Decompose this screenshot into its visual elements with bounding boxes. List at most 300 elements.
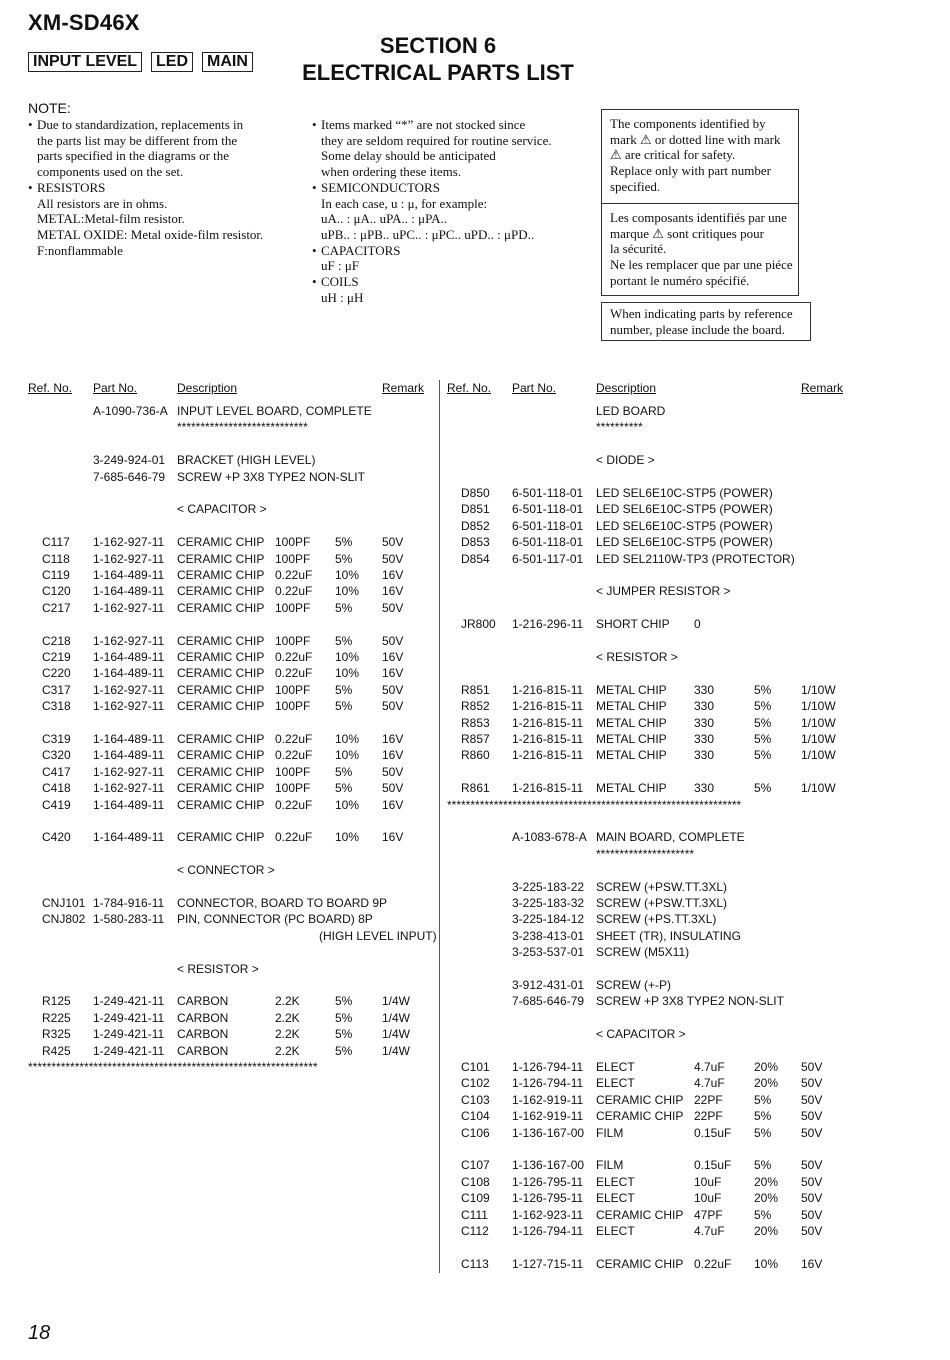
- description: CERAMIC CHIP: [177, 633, 265, 648]
- tolerance: 5%: [754, 1092, 772, 1107]
- value: 100PF: [275, 633, 311, 648]
- part-no: 1-162-927-11: [93, 600, 165, 615]
- value: (HIGH LEVEL INPUT): [319, 928, 437, 943]
- value: 2.2K: [275, 1027, 300, 1042]
- ref-no: C419: [42, 797, 71, 812]
- reference-note: [601, 302, 811, 341]
- value: 4.7uF: [694, 1224, 725, 1238]
- part-no: 1-126-794-11: [512, 1224, 584, 1238]
- note-line: uF : μF: [321, 258, 360, 274]
- tolerance: 5%: [754, 682, 772, 697]
- ref-no: D853: [461, 535, 490, 550]
- note-line: • COILS: [312, 274, 552, 290]
- value: 22PF: [694, 1092, 723, 1107]
- value: 0.22uF: [275, 584, 313, 599]
- header-part-no: Part No.: [512, 381, 557, 395]
- description: CERAMIC CHIP: [177, 666, 265, 681]
- tolerance: 5%: [754, 699, 772, 714]
- header-description: Description: [596, 381, 657, 395]
- tolerance: 5%: [335, 600, 353, 615]
- description: CARBON: [177, 994, 229, 1009]
- part-no: 1-162-927-11: [93, 682, 165, 697]
- ref-no: D854: [461, 551, 490, 566]
- part-no: 1-249-421-11: [93, 994, 165, 1009]
- ref-no: R857: [461, 732, 490, 746]
- value: 4.7uF: [694, 1076, 725, 1091]
- description: CONNECTOR, BOARD TO BOARD 9P: [177, 896, 388, 910]
- tolerance: 10%: [754, 1256, 779, 1271]
- part-no: 1-126-794-11: [512, 1076, 584, 1091]
- part-no: 1-164-489-11: [93, 748, 165, 763]
- box-line: mark ⚠ or dotted line with mark: [610, 131, 781, 147]
- ref-no: JR800: [461, 617, 496, 632]
- description: LED SEL6E10C-STP5 (POWER): [596, 535, 773, 550]
- description: < CAPACITOR >: [596, 1027, 686, 1042]
- description: CERAMIC CHIP: [177, 682, 265, 697]
- box-line: la sécurité.: [610, 241, 667, 257]
- tolerance: 5%: [335, 994, 353, 1009]
- separator-stars: **************************************************************: [28, 1060, 318, 1074]
- part-no: 1-164-489-11: [93, 666, 165, 681]
- tolerance: 5%: [754, 781, 772, 796]
- note-line: parts specified in the diagrams or the: [37, 148, 230, 164]
- description: FILM: [596, 1158, 624, 1173]
- ref-no: R125: [42, 994, 71, 1009]
- part-no: A-1083-678-A: [512, 830, 587, 845]
- ref-no: C104: [461, 1109, 490, 1124]
- description: FILM: [596, 1125, 624, 1140]
- rating: 16V: [382, 748, 404, 763]
- rating: 50V: [382, 551, 404, 566]
- part-no: 1-162-923-11: [512, 1207, 584, 1222]
- rating: 16V: [382, 666, 404, 681]
- part-no: 1-126-795-11: [512, 1191, 584, 1206]
- tolerance: 20%: [754, 1060, 779, 1074]
- value: 0.22uF: [275, 732, 313, 746]
- tag-main: MAIN: [202, 52, 253, 72]
- box-line: Les composants identifiés par une: [610, 210, 787, 225]
- value: 0.22uF: [275, 666, 313, 681]
- description: INPUT LEVEL BOARD, COMPLETE: [177, 404, 372, 418]
- description: SCREW (M5X11): [596, 945, 690, 960]
- part-no: 1-162-919-11: [512, 1092, 584, 1107]
- tolerance: 10%: [335, 797, 360, 812]
- ref-no: C417: [42, 764, 71, 779]
- value: 100PF: [275, 699, 311, 714]
- rating: 50V: [382, 682, 404, 697]
- box-line: Replace only with part number: [610, 163, 772, 179]
- description: MAIN BOARD, COMPLETE: [596, 830, 745, 845]
- description: METAL CHIP: [596, 699, 667, 714]
- ref-no: C320: [42, 748, 71, 763]
- description: SHEET (TR), INSULATING: [596, 928, 741, 943]
- rating: 16V: [382, 797, 404, 812]
- value: 0.22uF: [275, 650, 313, 664]
- value: 2.2K: [275, 1010, 300, 1025]
- part-no: 6-501-117-01: [512, 551, 584, 566]
- rating: 16V: [382, 732, 404, 746]
- value: 0.22uF: [275, 797, 313, 812]
- model-name: XM-SD46X: [28, 10, 140, 35]
- ref-no: C319: [42, 732, 71, 746]
- description: CERAMIC CHIP: [177, 699, 265, 714]
- tolerance: 5%: [754, 748, 772, 763]
- board-tags: [28, 52, 253, 72]
- rating: 50V: [801, 1109, 823, 1124]
- note-line: uA.. : μA.. uPA.. : μPA..: [321, 211, 448, 227]
- ref-no: C217: [42, 600, 71, 615]
- ref-no: C109: [461, 1191, 490, 1206]
- part-no: 3-225-183-22: [512, 879, 585, 894]
- header-part-no: Part No.: [93, 381, 138, 395]
- description: CERAMIC CHIP: [177, 797, 265, 812]
- rating: 16V: [382, 584, 404, 599]
- part-no: 6-501-118-01: [512, 502, 584, 517]
- tolerance: 5%: [754, 1125, 772, 1140]
- ref-no: C111: [461, 1207, 488, 1222]
- value: 100PF: [275, 551, 311, 566]
- rating: 16V: [382, 830, 404, 845]
- ref-no: C318: [42, 699, 71, 714]
- rating: 50V: [801, 1224, 823, 1238]
- part-no: 7-685-646-79: [512, 994, 585, 1009]
- ref-no: R861: [461, 781, 490, 796]
- part-no: 3-225-184-12: [512, 912, 585, 927]
- part-no: 1-216-815-11: [512, 699, 584, 714]
- ref-no: R860: [461, 748, 490, 763]
- description: LED BOARD: [596, 404, 666, 418]
- box-line: portant le numéro spécifié.: [610, 272, 750, 288]
- rating: 1/10W: [801, 732, 836, 746]
- description: CERAMIC CHIP: [177, 764, 265, 779]
- note-line: Some delay should be anticipated: [321, 148, 496, 164]
- tolerance: 10%: [335, 568, 360, 582]
- ref-no: C108: [461, 1174, 490, 1189]
- part-no: 1-162-927-11: [93, 699, 165, 714]
- part-no: 1-216-815-11: [512, 748, 584, 763]
- rating: 1/10W: [801, 781, 836, 796]
- note-line: In each case, u : μ, for example:: [321, 195, 488, 211]
- rating: 16V: [382, 650, 404, 664]
- part-no: 1-216-815-11: [512, 715, 584, 730]
- value: 100PF: [275, 535, 311, 550]
- note-line: • SEMICONDUCTORS: [312, 180, 552, 196]
- description: CERAMIC CHIP: [177, 584, 265, 599]
- description: CERAMIC CHIP: [177, 600, 265, 615]
- description: CERAMIC CHIP: [177, 551, 265, 566]
- box-line: The components identified by: [610, 116, 766, 131]
- value: 0: [694, 617, 701, 632]
- header-description: Description: [177, 381, 238, 395]
- tolerance: 5%: [754, 715, 772, 730]
- description: ****************************: [177, 420, 308, 435]
- ref-no: C113: [461, 1256, 489, 1271]
- part-no: 3-912-431-01: [512, 978, 585, 992]
- tolerance: 5%: [335, 1010, 353, 1025]
- ref-no: C101: [461, 1060, 490, 1074]
- ref-no: CNJ101: [42, 896, 86, 910]
- description: ELECT: [596, 1060, 635, 1074]
- ref-no: C220: [42, 666, 71, 681]
- part-no: 6-501-118-01: [512, 518, 584, 533]
- rating: 1/10W: [801, 699, 836, 714]
- rating: 50V: [801, 1158, 823, 1173]
- part-no: 1-216-815-11: [512, 732, 584, 746]
- note-heading: NOTE:: [28, 100, 71, 116]
- tag-input-level: INPUT LEVEL: [28, 52, 142, 72]
- note-line: uH : μH: [321, 289, 364, 305]
- value: 0.15uF: [694, 1158, 732, 1173]
- value: 330: [694, 732, 715, 746]
- tolerance: 5%: [335, 682, 353, 697]
- value: 330: [694, 715, 715, 730]
- tolerance: 10%: [335, 650, 360, 664]
- header-remark: Remark: [801, 381, 844, 395]
- description: CERAMIC CHIP: [177, 568, 265, 582]
- notes-column-2: [312, 117, 552, 305]
- ref-no: R853: [461, 715, 490, 730]
- ref-no: C106: [461, 1125, 490, 1140]
- ref-no: C103: [461, 1092, 490, 1107]
- description: SHORT CHIP: [596, 617, 670, 632]
- value: 0.22uF: [275, 568, 313, 582]
- ref-no: C102: [461, 1076, 490, 1091]
- section-title: [288, 32, 588, 86]
- note-line: • Due to standardization, replacements in: [28, 117, 263, 133]
- box-line: specified.: [610, 178, 661, 194]
- rating: 1/10W: [801, 715, 836, 730]
- tolerance: 20%: [754, 1076, 779, 1091]
- tolerance: 5%: [754, 1207, 772, 1222]
- tolerance: 10%: [335, 584, 360, 599]
- description: CERAMIC CHIP: [177, 535, 265, 550]
- description: ELECT: [596, 1224, 635, 1238]
- part-no: 1-162-919-11: [512, 1109, 584, 1124]
- column-divider: [439, 380, 440, 1273]
- description: < RESISTOR >: [177, 961, 259, 976]
- part-no: 1-580-283-11: [93, 912, 165, 927]
- ref-no: C420: [42, 830, 71, 845]
- value: 100PF: [275, 781, 311, 796]
- note-line: • Items marked “*” are not stocked since: [312, 117, 552, 133]
- part-no: 3-253-537-01: [512, 945, 585, 960]
- description: ELECT: [596, 1191, 635, 1206]
- description: ELECT: [596, 1076, 635, 1091]
- value: 10uF: [694, 1191, 722, 1206]
- note-line: F:nonflammable: [37, 242, 123, 258]
- box-line: number, please include the board.: [610, 321, 785, 337]
- description: LED SEL6E10C-STP5 (POWER): [596, 502, 773, 517]
- ref-no: D852: [461, 518, 490, 533]
- value: 2.2K: [275, 994, 300, 1009]
- ref-no: C317: [42, 682, 71, 697]
- rating: 50V: [801, 1191, 823, 1206]
- tolerance: 20%: [754, 1191, 779, 1206]
- description: SCREW (+PSW.TT.3XL): [596, 896, 728, 910]
- tolerance: 5%: [754, 1158, 772, 1173]
- description: PIN, CONNECTOR (PC BOARD) 8P: [177, 912, 373, 927]
- part-no: 6-501-118-01: [512, 535, 584, 550]
- description: LED SEL6E10C-STP5 (POWER): [596, 518, 773, 533]
- value: 330: [694, 781, 715, 796]
- description: METAL CHIP: [596, 748, 667, 763]
- ref-no: R852: [461, 699, 490, 714]
- description: SCREW +P 3X8 TYPE2 NON-SLIT: [177, 469, 365, 484]
- rating: 50V: [801, 1076, 823, 1091]
- part-no: 1-164-489-11: [93, 568, 165, 582]
- rating: 50V: [382, 600, 404, 615]
- section-name: ELECTRICAL PARTS LIST: [302, 60, 574, 85]
- part-no: 1-136-167-00: [512, 1158, 585, 1173]
- value: 100PF: [275, 682, 311, 697]
- rating: 50V: [801, 1060, 823, 1074]
- tolerance: 5%: [335, 699, 353, 714]
- rating: 1/4W: [382, 1010, 411, 1025]
- rating: 1/4W: [382, 1027, 411, 1042]
- description: CERAMIC CHIP: [596, 1109, 684, 1124]
- value: 2.2K: [275, 1043, 300, 1058]
- note-line: the parts list may be different from the: [37, 132, 238, 148]
- box-line: marque ⚠ sont critiques pour: [610, 225, 764, 241]
- separator-stars: ***************************************************************: [447, 797, 742, 812]
- safety-note-english: [601, 109, 799, 204]
- description: CERAMIC CHIP: [596, 1256, 684, 1271]
- ref-no: C119: [42, 568, 70, 582]
- rating: 16V: [382, 568, 404, 582]
- part-no: 1-249-421-11: [93, 1043, 165, 1058]
- part-no: 1-164-489-11: [93, 732, 165, 746]
- notes-column-1: [28, 117, 263, 258]
- note-line: All resistors are in ohms.: [37, 195, 168, 211]
- tolerance: 10%: [335, 748, 360, 763]
- part-no: 1-126-795-11: [512, 1174, 584, 1189]
- description: SCREW (+PSW.TT.3XL): [596, 879, 728, 894]
- rating: 50V: [801, 1174, 823, 1189]
- description: *********************: [596, 846, 695, 861]
- note-line: when ordering these items.: [321, 164, 462, 180]
- description: < CAPACITOR >: [177, 502, 267, 517]
- part-no: 3-249-924-01: [93, 453, 166, 468]
- box-line: Ne les remplacer que par une piéce: [610, 257, 793, 273]
- description: CERAMIC CHIP: [177, 732, 265, 746]
- description: **********: [596, 420, 643, 435]
- part-no: 7-685-646-79: [93, 469, 166, 484]
- box-line: When indicating parts by reference: [610, 306, 793, 321]
- value: 0.22uF: [275, 748, 313, 763]
- description: METAL CHIP: [596, 732, 667, 746]
- part-no: 1-164-489-11: [93, 650, 165, 664]
- ref-no: CNJ802: [42, 912, 86, 927]
- rating: 50V: [382, 633, 404, 648]
- page-number: 18: [28, 1322, 51, 1344]
- rating: 50V: [382, 535, 404, 550]
- part-no: 1-249-421-11: [93, 1010, 165, 1025]
- value: 330: [694, 682, 715, 697]
- value: 47PF: [694, 1207, 723, 1222]
- part-no: 6-501-118-01: [512, 486, 584, 500]
- rating: 1/10W: [801, 748, 836, 763]
- description: ELECT: [596, 1174, 635, 1189]
- tolerance: 10%: [335, 666, 360, 681]
- part-no: 1-784-916-11: [93, 896, 165, 910]
- part-no: 1-127-715-11: [512, 1256, 584, 1271]
- rating: 50V: [382, 699, 404, 714]
- note-line: METAL:Metal-film resistor.: [37, 211, 185, 227]
- part-no: 1-136-167-00: [512, 1125, 585, 1140]
- part-no: 1-249-421-11: [93, 1027, 165, 1042]
- part-no: 1-126-794-11: [512, 1060, 584, 1074]
- rating: 50V: [801, 1125, 823, 1140]
- box-line: ⚠ are critical for safety.: [610, 147, 736, 163]
- rating: 1/10W: [801, 682, 836, 697]
- ref-no: C112: [461, 1224, 489, 1238]
- header-ref-no: Ref. No.: [28, 381, 73, 395]
- ref-no: D850: [461, 486, 490, 500]
- description: LED SEL6E10C-STP5 (POWER): [596, 486, 773, 500]
- tolerance: 5%: [335, 764, 353, 779]
- part-no: 3-225-183-32: [512, 896, 585, 910]
- tolerance: 5%: [335, 551, 353, 566]
- section-number: SECTION 6: [379, 33, 497, 58]
- value: 100PF: [275, 600, 311, 615]
- tolerance: 10%: [335, 732, 360, 746]
- part-no: 1-162-927-11: [93, 535, 165, 550]
- value: 330: [694, 699, 715, 714]
- part-no: 1-162-927-11: [93, 633, 165, 648]
- note-line: they are seldom required for routine service.: [321, 132, 552, 148]
- tolerance: 5%: [754, 732, 772, 746]
- part-no: 1-162-927-11: [93, 781, 165, 796]
- rating: 1/4W: [382, 994, 411, 1009]
- description: CERAMIC CHIP: [177, 830, 265, 845]
- part-no: 3-238-413-01: [512, 928, 585, 943]
- description: < JUMPER RESISTOR >: [596, 584, 731, 599]
- value: 22PF: [694, 1109, 723, 1124]
- tolerance: 5%: [335, 1027, 353, 1042]
- part-no: 1-164-489-11: [93, 797, 165, 812]
- value: 330: [694, 748, 715, 763]
- description: LED SEL2110W-TP3 (PROTECTOR): [596, 551, 795, 566]
- part-no: A-1090-736-A: [93, 404, 168, 418]
- description: CARBON: [177, 1027, 229, 1042]
- value: 0.22uF: [694, 1256, 732, 1271]
- description: METAL CHIP: [596, 781, 667, 796]
- part-no: 1-216-815-11: [512, 682, 584, 697]
- part-no: 1-164-489-11: [93, 830, 165, 845]
- value: 100PF: [275, 764, 311, 779]
- value: 4.7uF: [694, 1060, 725, 1074]
- rating: 50V: [801, 1207, 823, 1222]
- rating: 16V: [801, 1256, 823, 1271]
- description: METAL CHIP: [596, 715, 667, 730]
- rating: 50V: [382, 764, 404, 779]
- description: CERAMIC CHIP: [596, 1207, 684, 1222]
- tolerance: 5%: [335, 535, 353, 550]
- description: METAL CHIP: [596, 682, 667, 697]
- ref-no: C418: [42, 781, 71, 796]
- description: CERAMIC CHIP: [177, 748, 265, 763]
- tolerance: 5%: [335, 781, 353, 796]
- note-line: • CAPACITORS: [312, 243, 552, 259]
- ref-no: C218: [42, 633, 71, 648]
- description: CERAMIC CHIP: [177, 650, 265, 664]
- ref-no: R225: [42, 1010, 71, 1025]
- part-no: 1-164-489-11: [93, 584, 165, 599]
- description: CERAMIC CHIP: [596, 1092, 684, 1107]
- tolerance: 5%: [335, 633, 353, 648]
- note-line: components used on the set.: [37, 164, 184, 180]
- rating: 50V: [382, 781, 404, 796]
